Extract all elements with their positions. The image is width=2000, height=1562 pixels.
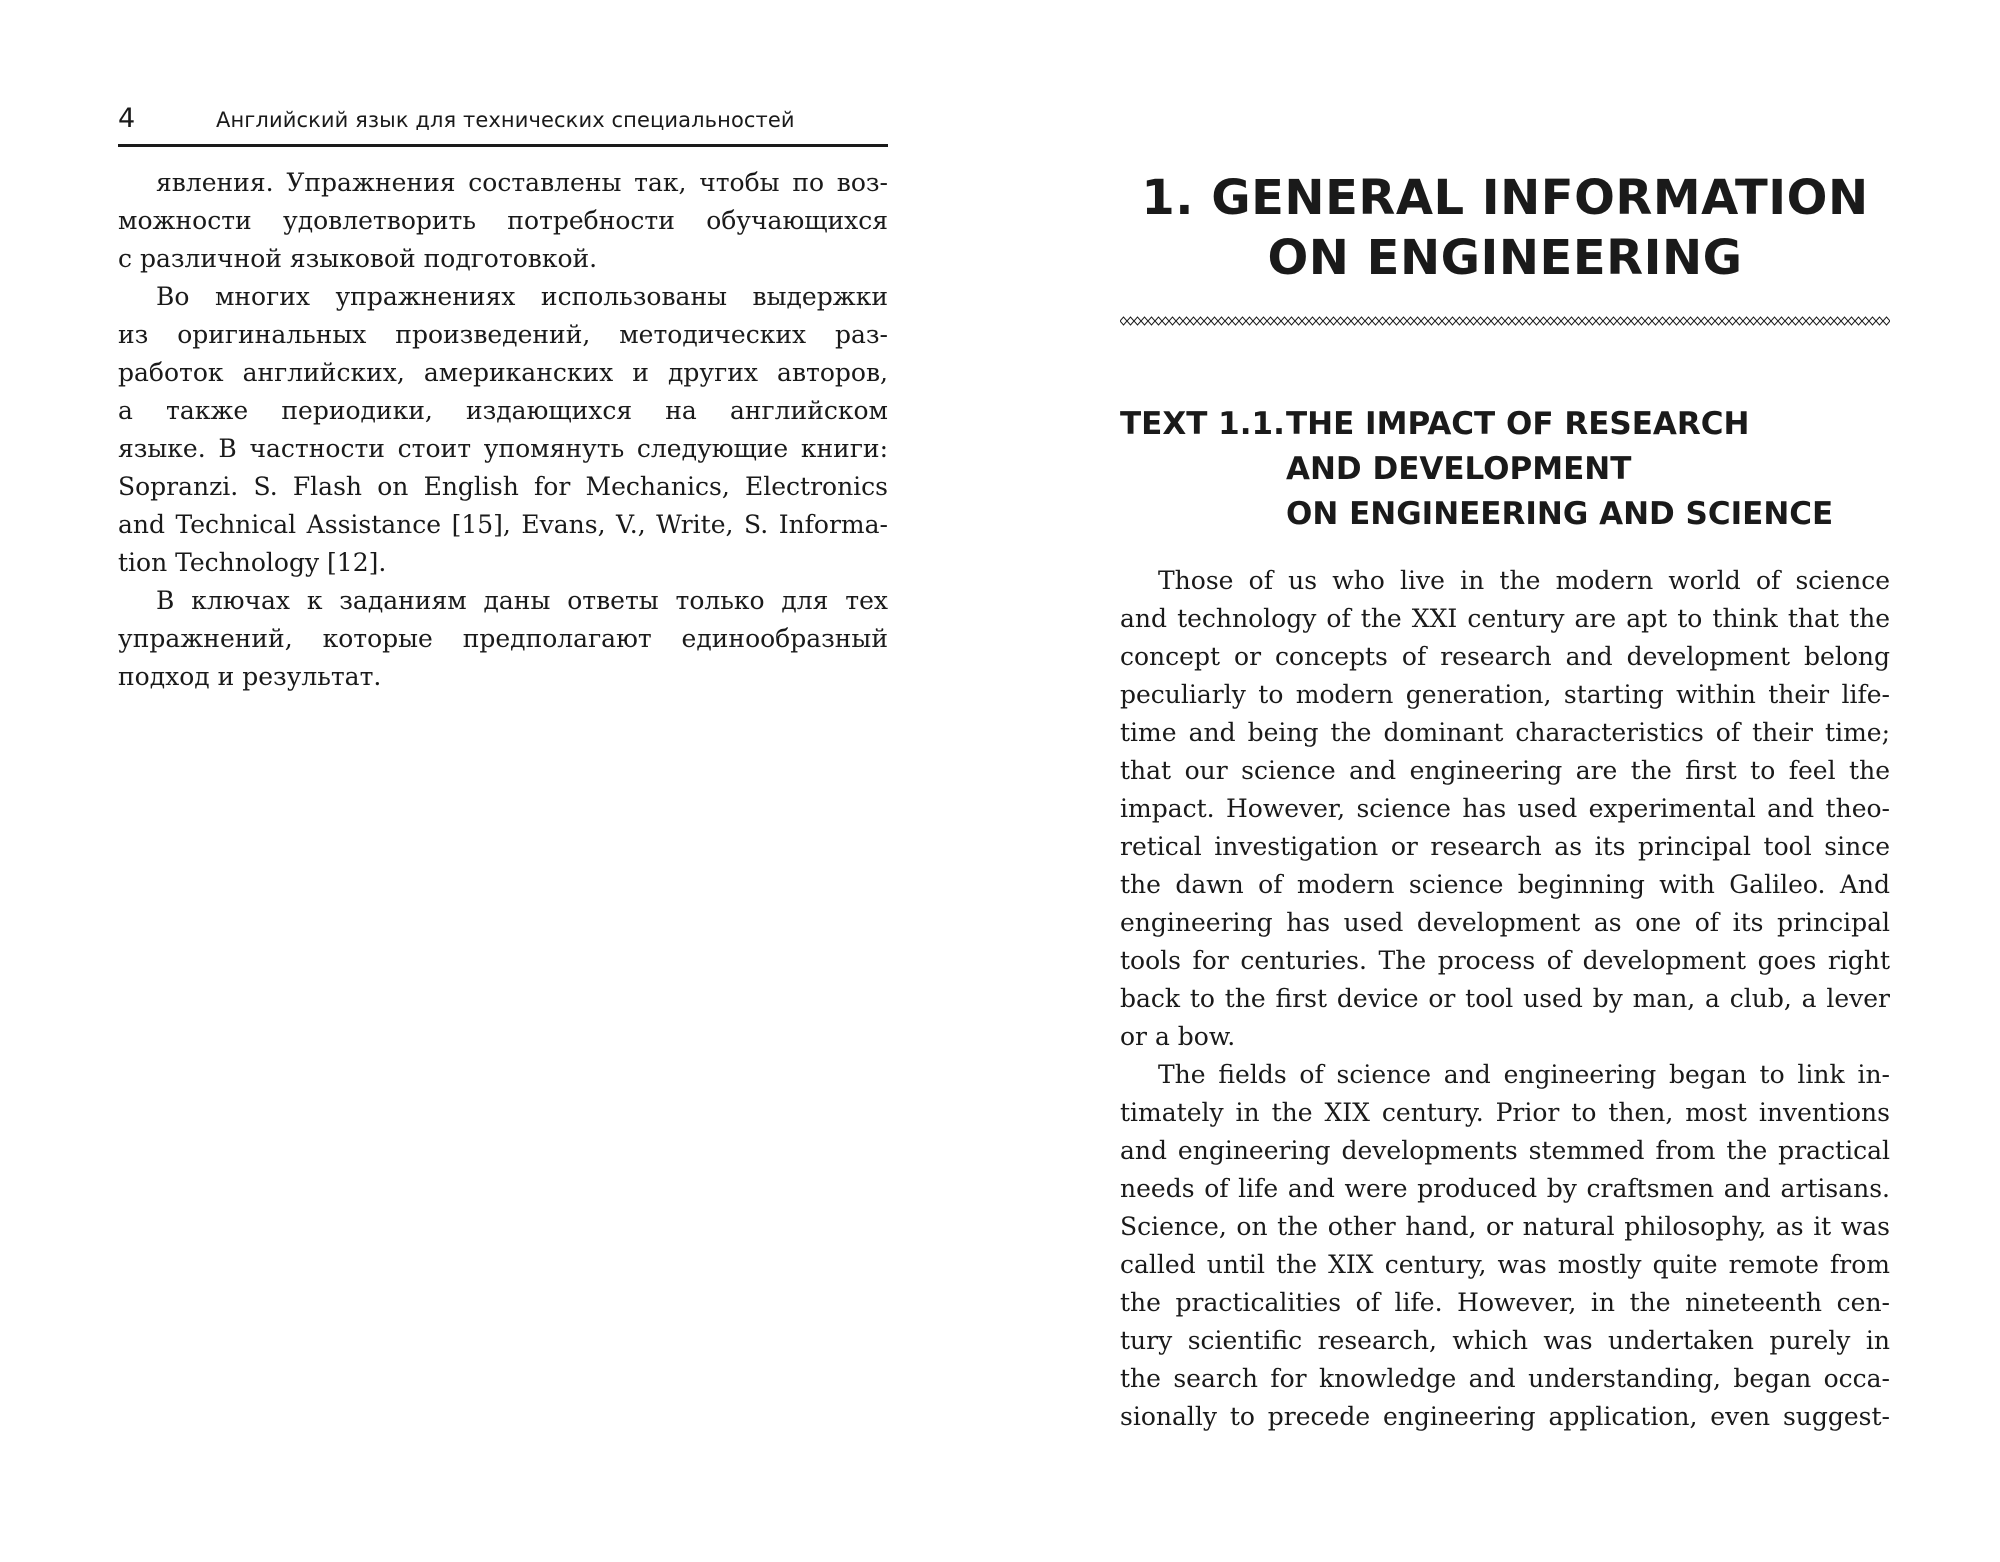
text-line: явления. Упражнения составлены так, чтобы по воз-: [156, 168, 888, 197]
text-line: the dawn of modern science beginning with Galileo. And: [1120, 870, 1890, 899]
text-number: TEXT 1.1.: [1120, 406, 1285, 442]
text-line: impact. However, science has used experimental and theo-: [1120, 794, 1890, 823]
text-line: or a bow.: [1120, 1022, 1236, 1051]
ornament-rule: [1120, 314, 1890, 328]
text-line: Science, on the other hand, or natural philosophy, as it was: [1120, 1212, 1890, 1241]
text-line: а также периодики, издающихся на английском: [118, 396, 888, 425]
text-line: back to the first device or tool used by man, a club, a lever: [1120, 984, 1890, 1013]
text-line: the practicalities of life. However, in the nineteenth cen-: [1120, 1288, 1890, 1317]
text-line: concept or concepts of research and development belong: [1120, 642, 1890, 671]
paragraph: [118, 164, 888, 278]
right-page-body: [1120, 562, 1890, 1436]
text-line: подход и результат.: [118, 662, 382, 691]
text-title: [1286, 402, 1890, 537]
text-line: tools for centuries. The process of development goes right: [1120, 946, 1890, 975]
text-line: работок английских, американских и других авторов,: [118, 358, 888, 387]
text-line: из оригинальных произведений, методических раз-: [118, 320, 888, 349]
text-line: engineering has used development as one of its principal: [1120, 908, 1890, 937]
text-line: tury scientific research, which was undertaken purely in: [1120, 1326, 1890, 1355]
text-line: that our science and engineering are the first to feel the: [1120, 756, 1890, 785]
text-line: time and being the dominant characteristics of their time;: [1120, 718, 1890, 747]
paragraph: [1120, 562, 1890, 1056]
text-line: called until the XIX century, was mostly quite remote from: [1120, 1250, 1890, 1279]
chapter-title: [1120, 168, 1890, 288]
paragraph: [118, 278, 888, 582]
page-number: 4: [118, 103, 136, 134]
chapter-title-line: 1. GENERAL INFORMATION: [1141, 170, 1869, 226]
text-line: timately in the XIX century. Prior to then, most inventions: [1120, 1098, 1890, 1127]
chapter-title-line: ON ENGINEERING: [1267, 230, 1743, 286]
text-line: tion Technology [12].: [118, 548, 387, 577]
text-line: peculiarly to modern generation, starting within their life-: [1120, 680, 1890, 709]
text-line: sionally to precede engineering application, even suggest-: [1120, 1402, 1890, 1431]
text-line: можности удовлетворить потребности обучающихся: [118, 206, 888, 235]
paragraph: [118, 582, 888, 696]
text-line: языке. В частности стоит упомянуть следующие книги:: [118, 434, 888, 463]
text-line: Sopranzi. S. Flash on English for Mechanics, Electronics: [118, 472, 888, 501]
text-line: с различной языковой подготовкой.: [118, 244, 598, 273]
text-line: the search for knowledge and understanding, began occa-: [1120, 1364, 1890, 1393]
running-title: Английский язык для технических специальностей: [216, 108, 795, 132]
left-page-body: [118, 164, 888, 696]
text-title-line: ON ENGINEERING AND SCIENCE: [1286, 496, 1834, 532]
text-title-line: THE IMPACT OF RESEARCH: [1286, 406, 1750, 442]
text-line: and Technical Assistance [15], Evans, V., Write, S. Informa-: [118, 510, 888, 539]
text-line: and engineering developments stemmed from the practical: [1120, 1136, 1890, 1165]
text-line: В ключах к заданиям даны ответы только для тех: [156, 586, 888, 615]
text-line: and technology of the XXI century are apt to think that the: [1120, 604, 1890, 633]
text-line: needs of life and were produced by craftsmen and artisans.: [1120, 1174, 1890, 1203]
text-line: Those of us who live in the modern world of science: [1158, 566, 1890, 595]
text-title-line: AND DEVELOPMENT: [1286, 451, 1632, 487]
text-line: The fields of science and engineering began to link in-: [1158, 1060, 1890, 1089]
paragraph: [1120, 1056, 1890, 1436]
text-line: Во многих упражнениях использованы выдержки: [156, 282, 888, 311]
text-line: упражнений, которые предполагают единообразный: [118, 624, 888, 653]
running-head: [118, 100, 888, 147]
text-line: retical investigation or research as its principal tool since: [1120, 832, 1890, 861]
